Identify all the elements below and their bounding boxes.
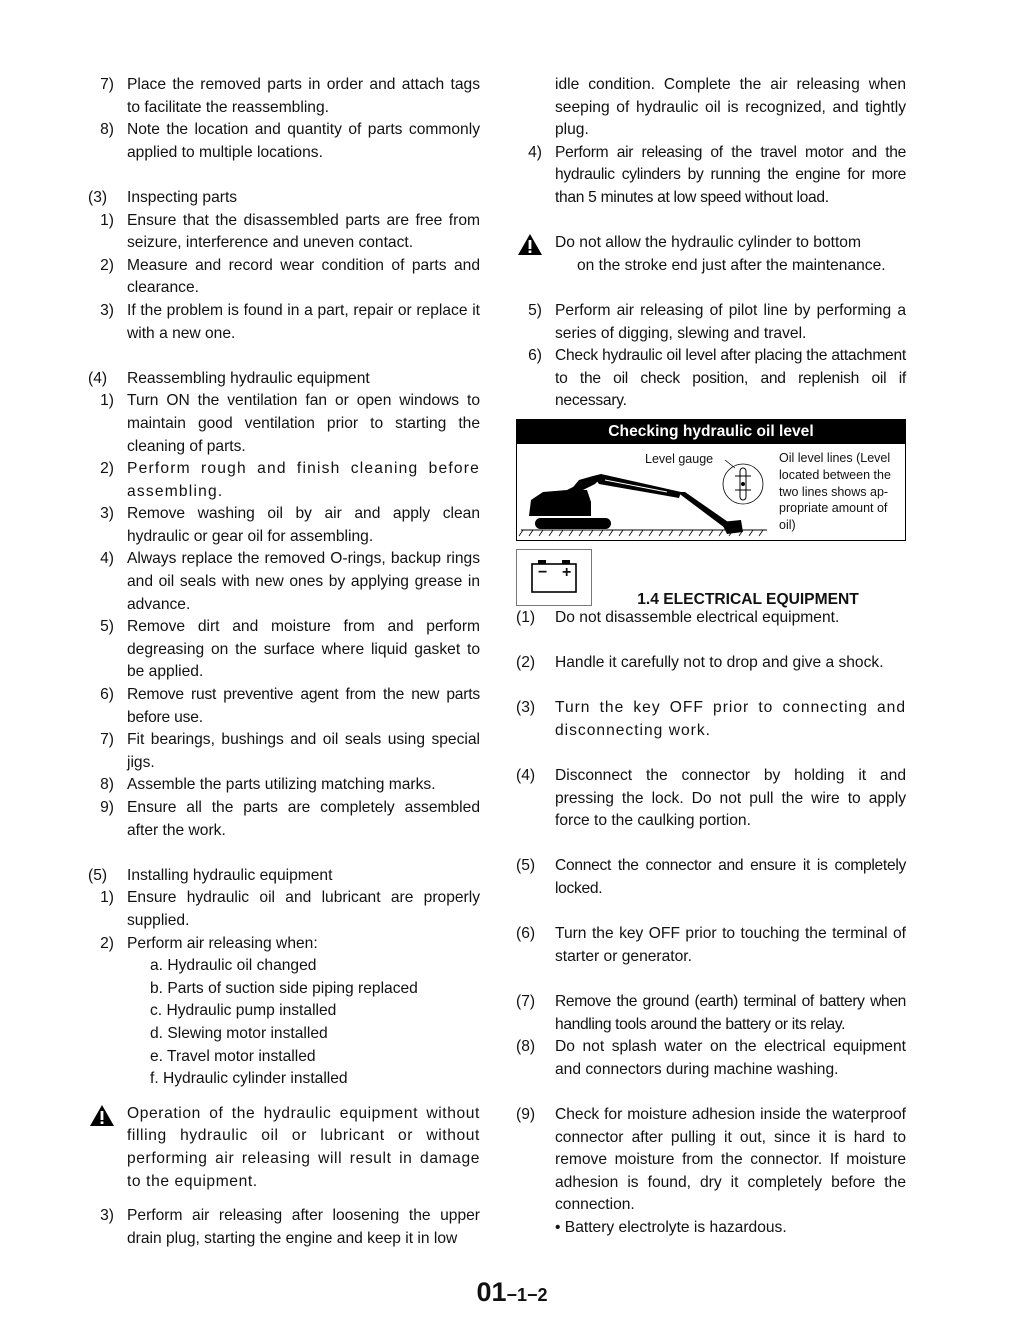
oil-level-note: Oil level lines (Level located between the two lines shows ap- propriate amount of oil) — [779, 450, 891, 533]
list-item — [88, 774, 480, 797]
item-number: 6) — [528, 347, 542, 365]
item-number: 3) — [100, 301, 114, 319]
item-number: 8) — [100, 121, 114, 139]
list-item — [88, 458, 480, 503]
left-column — [88, 74, 480, 1250]
item-number: 2) — [100, 934, 114, 952]
section-title: 1.4 ELECTRICAL EQUIPMENT — [637, 590, 859, 608]
section-title: Inspecting parts — [127, 188, 238, 206]
section-heading — [88, 865, 480, 888]
sub-item: a. Hydraulic oil changed — [150, 957, 317, 975]
item-number: 6) — [100, 686, 114, 704]
item-text: Connect the connector and ensure it is completely locked. — [555, 857, 906, 898]
warning-note — [516, 232, 906, 277]
item-number: 7) — [100, 76, 114, 93]
list-item — [516, 345, 906, 413]
item-number: 3) — [100, 505, 114, 523]
item-text: Do not disassemble electrical equipment. — [555, 608, 840, 626]
figure-title: Checking hydraulic oil level — [517, 420, 905, 444]
section-number: (3) — [88, 188, 108, 206]
item-text: Remove dirt and moisture from and perform degreasing on the surface where liquid gasket to be applied. — [127, 618, 480, 681]
list-item — [88, 933, 480, 956]
item-text: Check for moisture adhesion inside the waterproof connector after pulling it out, since it is hard to remove moisture from the connector. If moisture adhesion is found, dry it completely before the connection. — [555, 1105, 906, 1214]
list-item — [88, 797, 480, 842]
sub-item: c. Hydraulic pump installed — [150, 1002, 337, 1020]
item-text: Ensure hydraulic oil and lubricant are properly supplied. — [127, 889, 480, 929]
list-item — [516, 923, 906, 968]
section-heading — [88, 368, 480, 391]
warning-note — [88, 1103, 480, 1193]
list-item — [88, 210, 480, 255]
battery-icon — [516, 549, 592, 606]
level-gauge-label: Level gauge — [645, 451, 714, 466]
list-item — [88, 887, 480, 932]
list-item — [88, 1205, 480, 1250]
item-text: Perform air releasing of pilot line by performing a series of digging, slewing and travel. — [555, 301, 906, 342]
list-item — [88, 255, 480, 300]
list-item — [516, 1036, 906, 1081]
item-number: 5) — [100, 618, 114, 636]
list-item — [516, 607, 906, 630]
item-text: idle condition. Complete the air releasing when seeping of hydraulic oil is recognized, and tightly plug. — [555, 76, 906, 139]
page-number-minor: −1−2 — [506, 1285, 548, 1305]
item-text: Turn the key OFF prior to touching the terminal of starter or generator. — [555, 925, 906, 965]
item-text: Check hydraulic oil level after placing the attachment to the oil check position, and replenish oil if necessary. — [555, 347, 906, 410]
item-number: 2) — [100, 256, 114, 274]
item-text: Disconnect the connector by holding it and pressing the lock. Do not pull the wire to apply force to the caulking portion. — [555, 767, 906, 830]
item-text: Ensure all the parts are completely assembled after the work. — [127, 799, 480, 839]
item-text: Perform air releasing when: — [127, 934, 318, 952]
list-item — [88, 616, 480, 684]
item-number: 8) — [100, 776, 114, 794]
item-number: (6) — [516, 925, 536, 943]
list-item — [516, 855, 906, 900]
warning-text: on the stroke end just after the maintenance. — [577, 256, 886, 274]
item-text: Always replace the removed O-rings, backup rings and oil seals with new ones by applying grease in advance. — [127, 550, 480, 613]
item-text: Turn ON the ventilation fan or open windows to maintain good ventilation prior to starting the cleaning of parts. — [127, 392, 480, 455]
item-number: 4) — [100, 550, 114, 568]
item-number: 2) — [100, 460, 114, 478]
page-number-major: 01 — [476, 1277, 507, 1307]
item-text: Place the removed parts in order and attach tags to facilitate the reassembling. — [127, 76, 480, 116]
item-number: 3) — [100, 1207, 114, 1225]
list-item — [516, 765, 906, 833]
item-number: (1) — [516, 608, 536, 626]
section-number: (4) — [88, 369, 108, 387]
electrical-heading — [516, 549, 906, 607]
item-number: 7) — [100, 731, 114, 749]
item-number: (9) — [516, 1105, 536, 1123]
sub-item: d. Slewing motor installed — [150, 1024, 328, 1042]
item-text: Ensure that the disassembled parts are free from seizure, interference and uneven contact. — [127, 211, 480, 252]
item-number: 1) — [100, 889, 114, 907]
item-number: 5) — [528, 301, 542, 319]
bullet-text: • Battery electrolyte is hazardous. — [555, 1218, 787, 1236]
item-number: 1) — [100, 392, 114, 410]
item-text: Assemble the parts utilizing matching marks. — [127, 776, 436, 794]
item-number: 4) — [528, 143, 542, 161]
warning-text: Operation of the hydraulic equipment without filling hydraulic oil or lubricant or without performing air releasing will result in damage to the equipment. — [127, 1104, 480, 1190]
list-item — [516, 142, 906, 210]
right-column — [516, 74, 906, 1240]
item-text: Handle it carefully not to drop and give a shock. — [555, 654, 884, 672]
item-number: (8) — [516, 1038, 536, 1056]
sub-item: b. Parts of suction side piping replaced — [150, 979, 418, 997]
item-text: Perform air releasing after loosening the upper drain plug, starting the engine and keep it in low — [127, 1207, 480, 1247]
section-title: Installing hydraulic equipment — [127, 866, 333, 884]
item-number: 9) — [100, 799, 114, 816]
bullet-note — [516, 1217, 906, 1240]
item-number: (4) — [516, 767, 536, 785]
item-number: (5) — [516, 857, 536, 875]
sub-item: e. Travel motor installed — [150, 1047, 316, 1065]
list-item — [516, 991, 906, 1036]
item-number: 1) — [100, 211, 114, 229]
list-item — [88, 684, 480, 729]
list-item — [88, 300, 480, 345]
section-heading — [88, 187, 480, 210]
section-title: Reassembling hydraulic equipment — [127, 369, 370, 387]
item-text: Note the location and quantity of parts commonly applied to multiple locations. — [127, 121, 480, 161]
list-item — [516, 1104, 906, 1217]
battery-minus: − — [538, 563, 548, 581]
list-item — [88, 119, 480, 164]
warning-text: Do not allow the hydraulic cylinder to bottom — [555, 234, 861, 252]
item-text: If the problem is found in a part, repair or replace it with a new one. — [127, 301, 480, 342]
warning-icon — [518, 234, 542, 255]
item-text: Fit bearings, bushings and oil seals using special jigs. — [127, 731, 480, 771]
list-item — [516, 652, 906, 675]
item-text: Measure and record wear condition of parts and clearance. — [127, 256, 480, 297]
list-item — [88, 729, 480, 774]
item-text: Do not splash water on the electrical equipment and connectors during machine washing. — [555, 1038, 906, 1078]
item-number: (7) — [516, 993, 536, 1010]
list-item — [88, 503, 480, 548]
page-number — [0, 1277, 1024, 1308]
level-gauge-icon — [713, 460, 773, 520]
item-text: Remove washing oil by air and apply clean hydraulic or gear oil for assembling. — [127, 505, 480, 545]
item-number: (2) — [516, 654, 536, 672]
battery-plus: + — [562, 563, 572, 581]
item-text: Turn the key OFF prior to connecting and disconnecting work. — [555, 699, 906, 739]
item-text: Perform air releasing of the travel motor and the hydraulic cylinders by running the engine for more than 5 minutes at low speed without load. — [555, 143, 906, 206]
list-item — [516, 300, 906, 345]
item-number: (3) — [516, 699, 536, 717]
warning-icon — [90, 1105, 114, 1126]
continued-text — [516, 74, 906, 142]
list-item — [88, 390, 480, 458]
item-text: Remove the ground (earth) terminal of battery when handling tools around the battery or its relay. — [555, 993, 906, 1033]
section-number: (5) — [88, 866, 108, 884]
sub-item: f. Hydraulic cylinder installed — [150, 1070, 348, 1088]
oil-level-figure — [516, 419, 906, 541]
list-item — [88, 74, 480, 119]
list-item — [88, 548, 480, 616]
item-text: Perform rough and finish cleaning before assembling. — [127, 460, 480, 500]
item-text: Remove rust preventive agent from the new parts before use. — [127, 686, 480, 726]
list-item — [516, 697, 906, 742]
